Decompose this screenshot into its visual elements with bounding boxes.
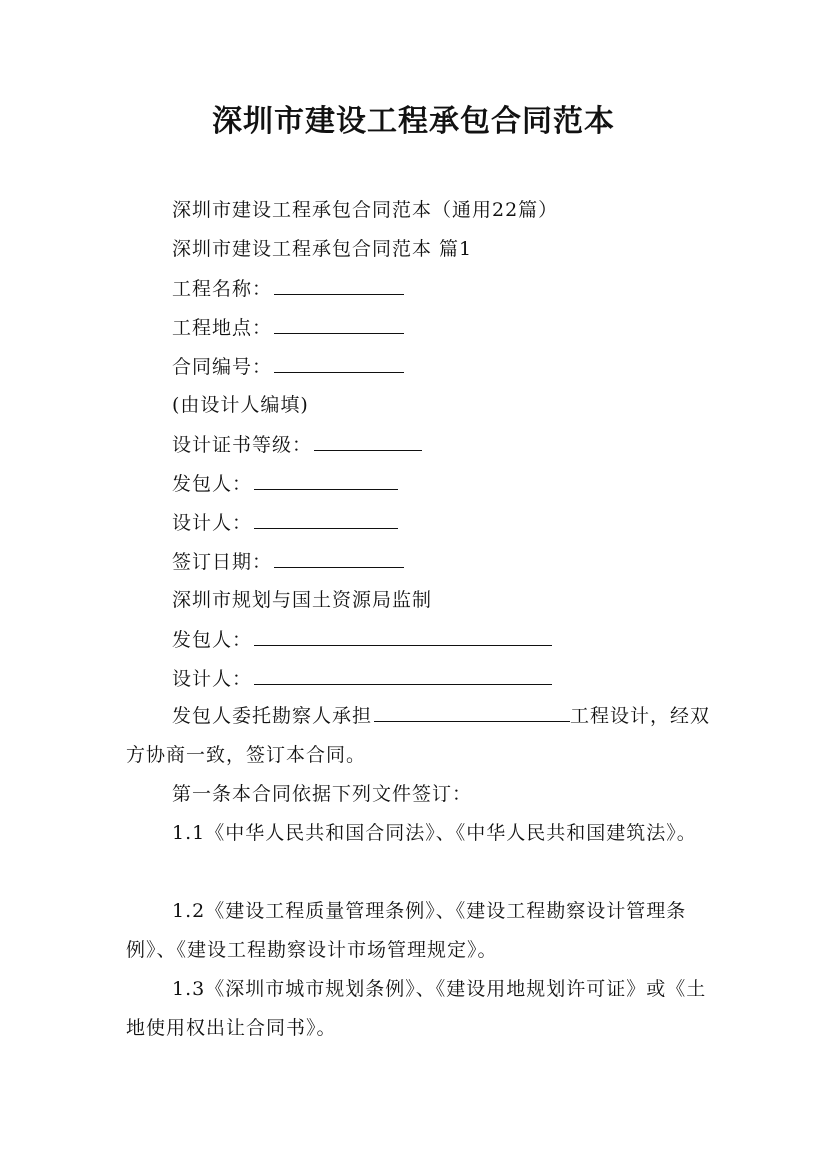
entrust-text-after: 工程设计，经双方协商一致，签订本合同。	[126, 705, 711, 766]
designer-blank-2	[254, 664, 552, 685]
designer-row	[172, 508, 398, 537]
item-1-2: 1.2《建设工程质量管理条例》、《建设工程勘察设计管理条例》、《建设工程勘察设计市场管理规定》。	[126, 900, 687, 961]
designer-row-2	[172, 664, 552, 693]
project-location-row	[172, 313, 404, 342]
contract-number-label: 合同编号：	[172, 356, 273, 378]
design-cert-row	[172, 430, 422, 459]
intro-line: 深圳市建设工程承包合同范本（通用22篇）	[172, 199, 559, 221]
contract-number-row	[172, 352, 404, 381]
designer-label-2: 设计人：	[172, 668, 253, 690]
design-cert-blank	[314, 430, 422, 451]
document-title: 深圳市建设工程承包合同范本	[212, 104, 615, 139]
entrust-text-before: 发包人委托勘察人承担	[172, 705, 373, 727]
compiled-by-note: (由设计人编填)	[172, 394, 309, 416]
contract-number-blank	[274, 352, 404, 373]
employer-row	[172, 469, 398, 498]
design-cert-label: 设计证书等级：	[172, 434, 313, 456]
item-1-1: 1.1《中华人民共和国合同法》、《中华人民共和国建筑法》。	[172, 822, 697, 844]
item-1-3: 1.3《深圳市城市规划条例》、《建设用地规划许可证》或《土地使用权出让合同书》。	[126, 978, 707, 1039]
employer-row-2	[172, 625, 552, 654]
designer-blank	[254, 508, 398, 529]
project-location-label: 工程地点：	[172, 317, 273, 339]
project-name-row	[172, 274, 404, 303]
project-name-label: 工程名称：	[172, 278, 273, 300]
project-location-blank	[274, 313, 404, 334]
signing-date-label: 签订日期：	[172, 551, 273, 573]
employer-label: 发包人：	[172, 473, 253, 495]
employer-label-2: 发包人：	[172, 629, 253, 651]
employer-blank	[254, 469, 398, 490]
entrust-paragraph	[126, 697, 716, 775]
designer-label: 设计人：	[172, 512, 253, 534]
section-heading: 深圳市建设工程承包合同范本 篇1	[172, 238, 473, 260]
signing-date-row	[172, 547, 404, 576]
article-1-heading: 第一条本合同依据下列文件签订：	[172, 783, 473, 805]
entrust-blank	[374, 701, 570, 722]
employer-blank-2	[254, 625, 552, 646]
signing-date-blank	[274, 547, 404, 568]
supervisor-line: 深圳市规划与国土资源局监制	[172, 589, 433, 611]
project-name-blank	[274, 274, 404, 295]
